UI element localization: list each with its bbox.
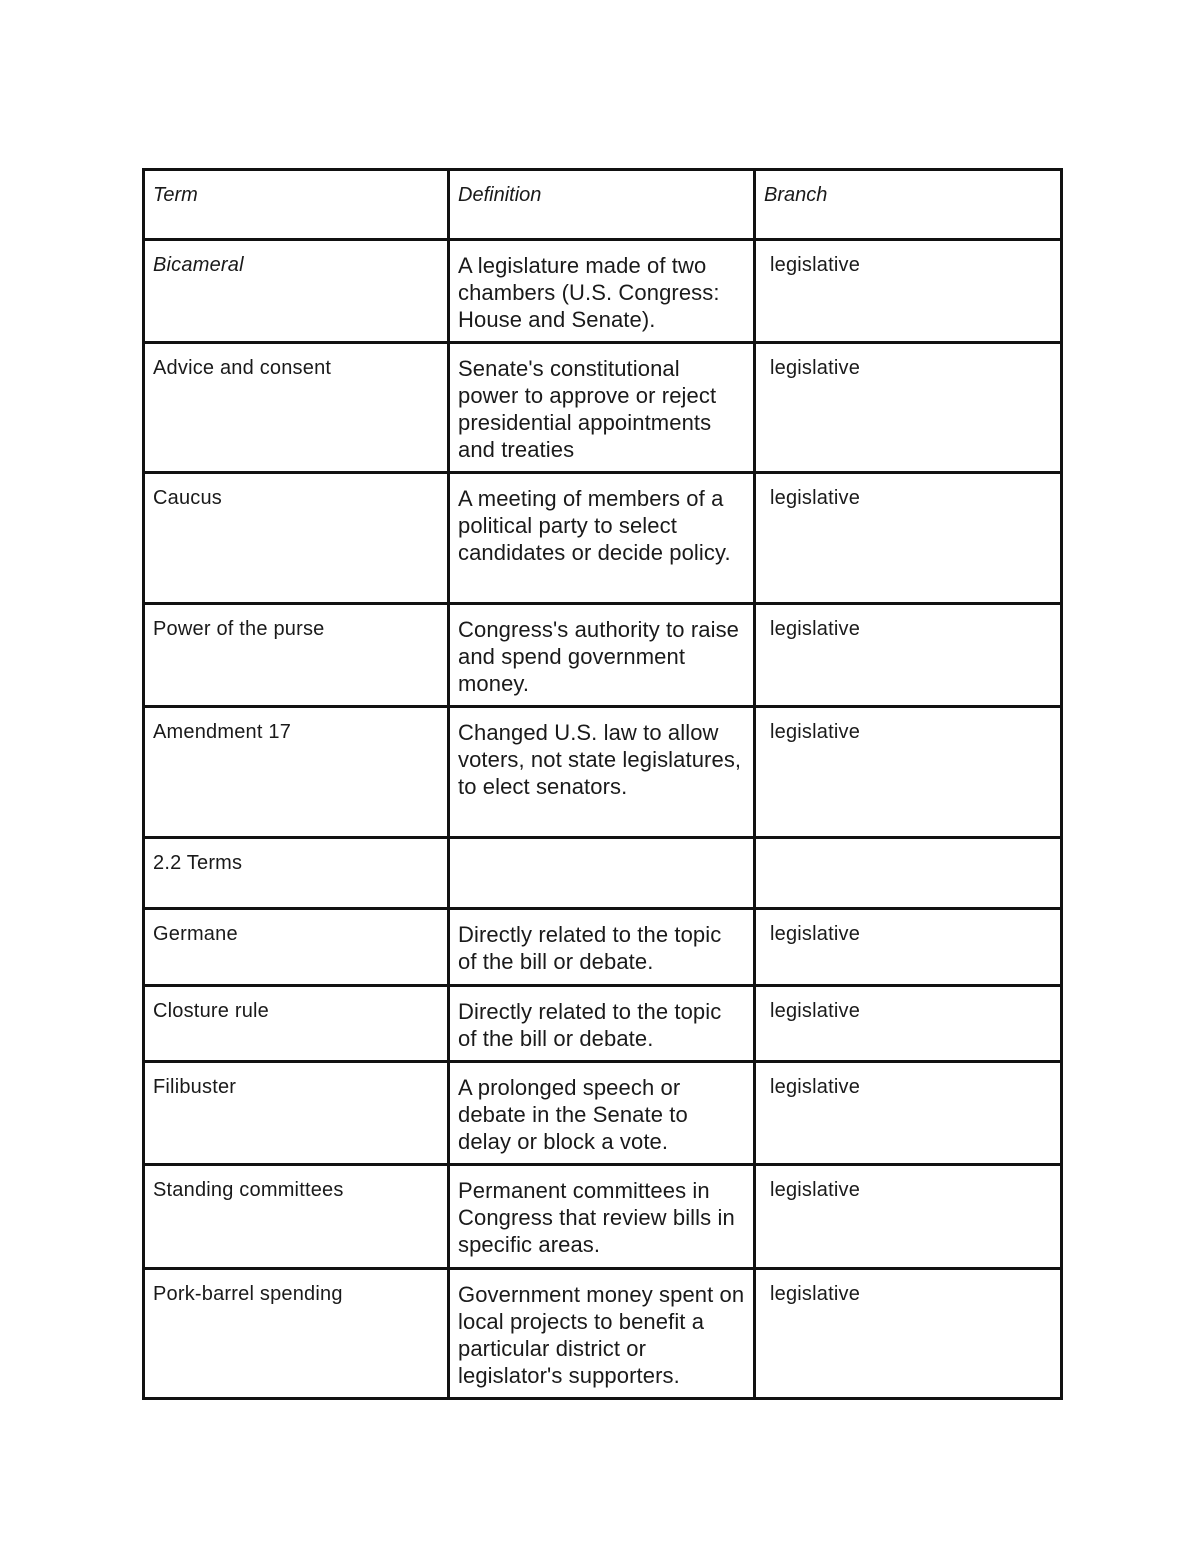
branch-cell: legislative xyxy=(755,1165,1062,1269)
term-cell: Pork-barrel spending xyxy=(144,1269,449,1399)
definition-cell: A meeting of members of a political party to select candidates or decide policy. xyxy=(449,473,755,604)
branch-cell: legislative xyxy=(755,604,1062,707)
term-cell: Caucus xyxy=(144,473,449,604)
table-row xyxy=(144,343,1062,473)
branch-cell: legislative xyxy=(755,986,1062,1062)
definition-cell: Changed U.S. law to allow voters, not state legislatures, to elect senators. xyxy=(449,707,755,838)
table-row xyxy=(144,986,1062,1062)
term-cell: Germane xyxy=(144,909,449,986)
term-cell: Power of the purse xyxy=(144,604,449,707)
definition-cell: Permanent committees in Congress that review bills in specific areas. xyxy=(449,1165,755,1269)
definition-cell xyxy=(449,838,755,909)
branch-cell: legislative xyxy=(755,707,1062,838)
table-row xyxy=(144,1269,1062,1399)
header-branch: Branch xyxy=(755,170,1062,240)
section-heading-cell: 2.2 Terms xyxy=(144,838,449,909)
branch-cell xyxy=(755,838,1062,909)
table-header-row xyxy=(144,170,1062,240)
table-row xyxy=(144,473,1062,604)
terms-table xyxy=(142,168,1063,1400)
term-cell: Standing committees xyxy=(144,1165,449,1269)
header-definition: Definition xyxy=(449,170,755,240)
term-cell: Filibuster xyxy=(144,1062,449,1165)
header-term: Term xyxy=(144,170,449,240)
branch-cell: legislative xyxy=(755,1269,1062,1399)
term-cell: Amendment 17 xyxy=(144,707,449,838)
branch-cell: legislative xyxy=(755,343,1062,473)
table-row xyxy=(144,1062,1062,1165)
definition-cell: A legislature made of two chambers (U.S. Congress: House and Senate). xyxy=(449,240,755,343)
definition-cell: Congress's authority to raise and spend government money. xyxy=(449,604,755,707)
definition-cell: Government money spent on local projects to benefit a particular district or legislator's supporters. xyxy=(449,1269,755,1399)
definition-cell: Senate's constitutional power to approve or reject presidential appointments and treaties xyxy=(449,343,755,473)
term-cell: Closture rule xyxy=(144,986,449,1062)
definition-cell: A prolonged speech or debate in the Senate to delay or block a vote. xyxy=(449,1062,755,1165)
table-row xyxy=(144,707,1062,838)
definition-cell: Directly related to the topic of the bill or debate. xyxy=(449,986,755,1062)
branch-cell: legislative xyxy=(755,473,1062,604)
table-row xyxy=(144,604,1062,707)
branch-cell: legislative xyxy=(755,240,1062,343)
definition-cell: Directly related to the topic of the bill or debate. xyxy=(449,909,755,986)
branch-cell: legislative xyxy=(755,1062,1062,1165)
branch-cell: legislative xyxy=(755,909,1062,986)
table-row xyxy=(144,1165,1062,1269)
section-row xyxy=(144,838,1062,909)
table-row xyxy=(144,240,1062,343)
table-row xyxy=(144,909,1062,986)
term-cell: Advice and consent xyxy=(144,343,449,473)
term-cell: Bicameral xyxy=(144,240,449,343)
